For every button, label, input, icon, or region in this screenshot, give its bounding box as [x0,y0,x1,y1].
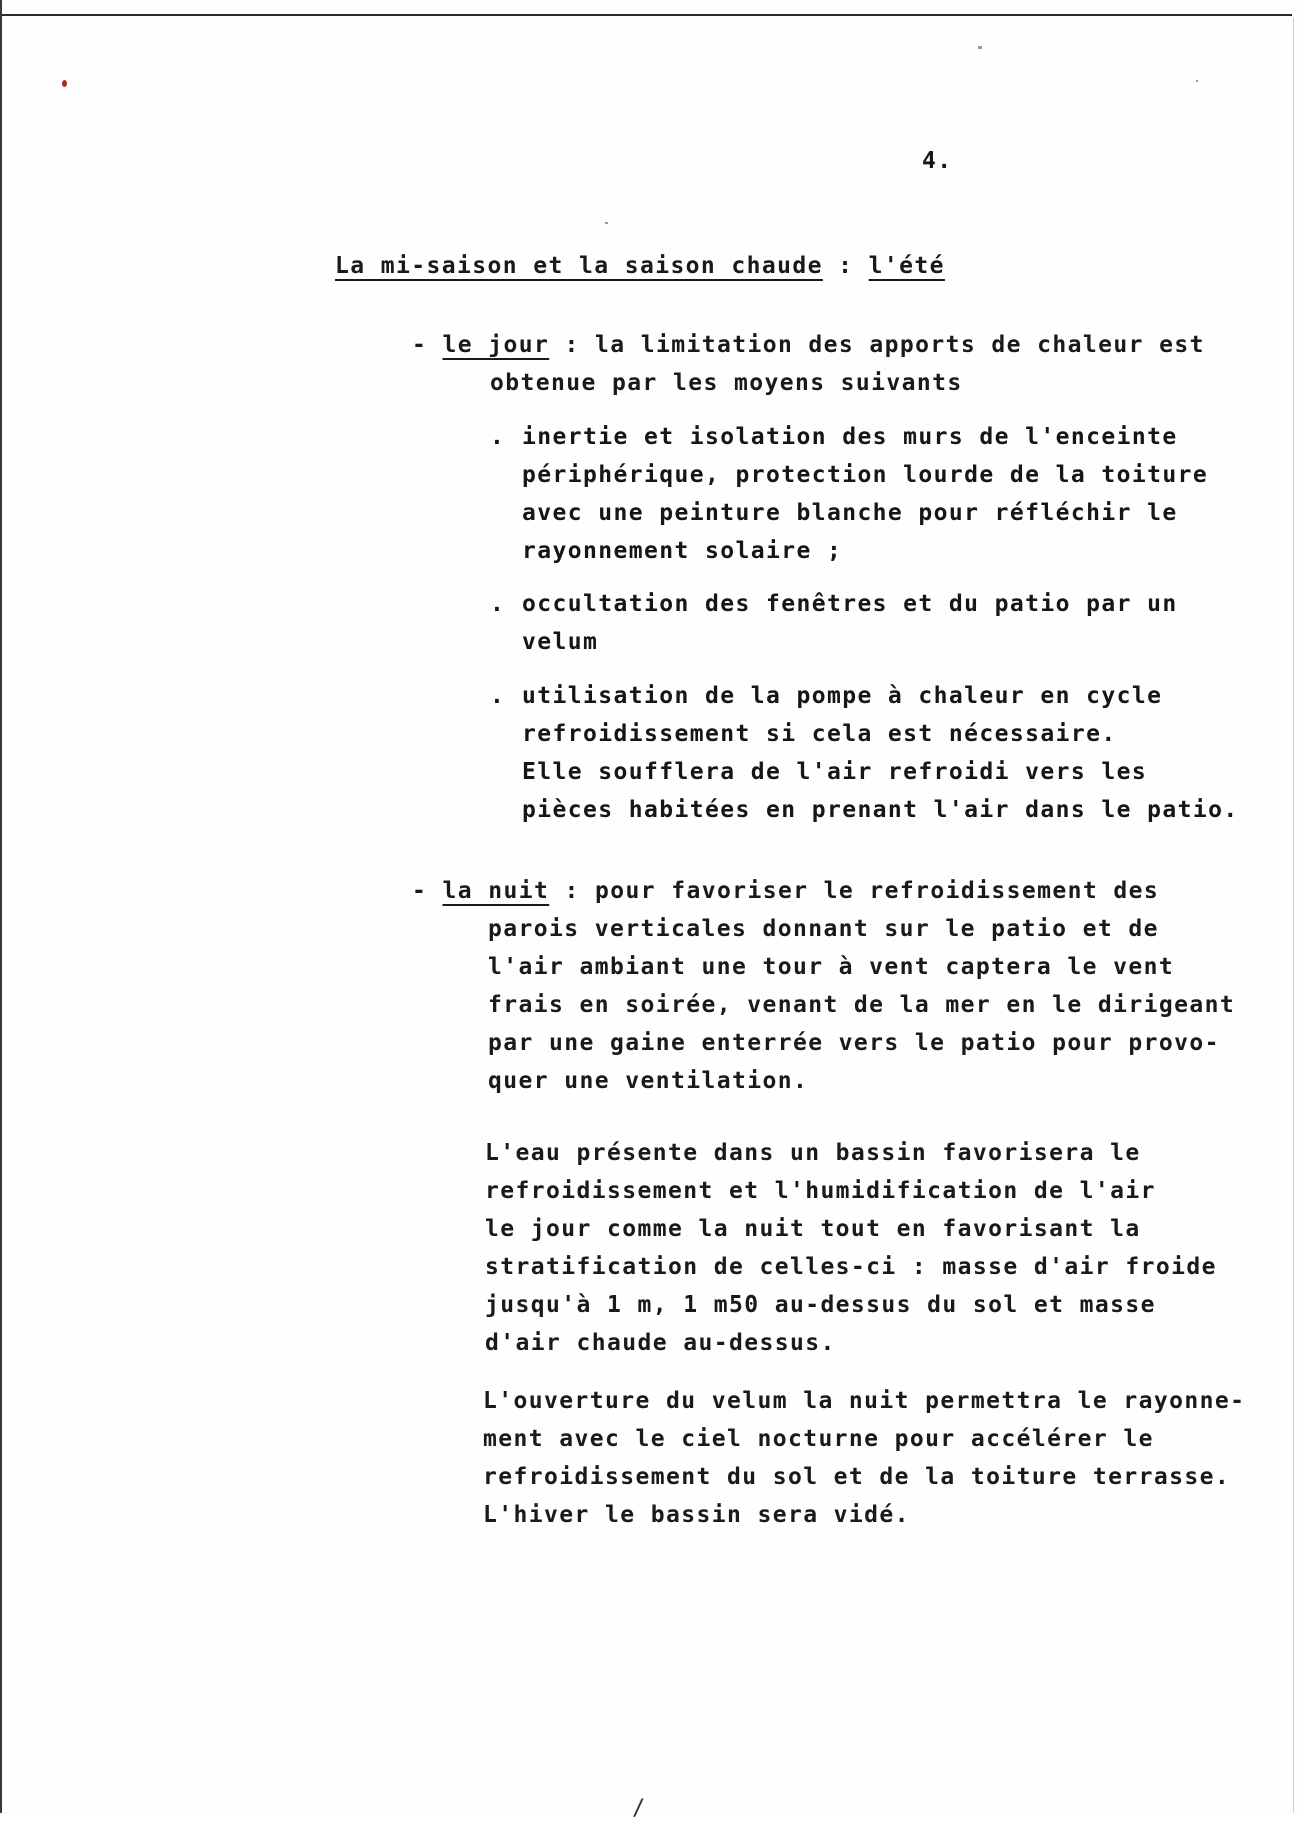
list-item-line: refroidissement si cela est nécessaire. [522,721,1117,747]
page-number: 4. [922,148,953,174]
list-item-line: périphérique, protection lourde de la toiture [522,462,1209,488]
paragraph-line: par une gaine enterrée vers le patio pour provo- [488,1030,1220,1056]
list-item-line: pièces habitées en prenant l'air dans le patio. [522,797,1239,823]
list-item-line: rayonnement solaire ; [522,538,843,564]
paragraph-water-basin [485,1134,1217,1362]
jour-intro [412,326,1205,364]
nuit-dash: - [412,878,443,904]
scan-speck [605,222,608,224]
scan-speck [1196,80,1198,82]
heading-main: La mi-saison et la saison chaude [335,253,823,279]
list-item-line: utilisation de la pompe à chaleur en cycle [522,683,1163,709]
list-item-line: avec une peinture blanche pour réfléchir le [522,500,1178,526]
nuit-paragraph [488,910,1235,1100]
paragraph-line: L'ouverture du velum la nuit permettra le rayonne- [483,1388,1246,1414]
bullet-marker: . [490,683,506,709]
paragraph-line: ment avec le ciel nocturne pour accélérer le [483,1426,1154,1452]
paragraph-line: jusqu'à 1 m, 1 m50 au-dessus du sol et masse [485,1292,1156,1318]
ink-spot [62,80,67,87]
paragraph-line: refroidissement et l'humidification de l'air [485,1178,1156,1204]
page-left-edge [0,0,2,1813]
list-item-line: occultation des fenêtres et du patio par un [522,591,1178,617]
footer-mark: / [632,1796,646,1821]
paragraph-line: frais en soirée, venant de la mer en le dirigeant [488,992,1236,1018]
list-item-line: inertie et isolation des murs de l'enceinte [522,424,1178,450]
paragraph-line: d'air chaude au-dessus. [485,1330,836,1356]
list-item-line: velum [522,629,599,655]
jour-intro-continued: obtenue par les moyens suivants [490,370,963,396]
list-item-line: Elle soufflera de l'air refroidi vers les [522,759,1148,785]
paragraph-line: stratification de celles-ci : masse d'air froide [485,1254,1217,1280]
heading-separator: : [822,253,869,279]
page-top-edge [0,14,1292,16]
heading-season: l'été [868,253,945,279]
page-right-edge [1293,18,1294,1813]
paragraph-line: refroidissement du sol et de la toiture terrasse. [483,1464,1231,1490]
jour-intro-text: : la limitation des apports de chaleur est [549,332,1205,358]
jour-dash: - [412,332,443,358]
scan-speck [978,46,982,49]
paragraph-line: parois verticales donnant sur le patio et de [488,916,1159,942]
jour-label: le jour [442,332,550,358]
paragraph-line: l'air ambiant une tour à vent captera le vent [488,954,1175,980]
paragraph-line: quer une ventilation. [488,1068,809,1094]
section-heading [335,247,945,285]
paragraph-line: L'hiver le bassin sera vidé. [483,1502,910,1528]
paragraph-line: L'eau présente dans un bassin favorisera le [485,1140,1141,1166]
nuit-label: la nuit [442,878,550,904]
paragraph-velum-opening [483,1382,1245,1534]
nuit-intro-text: : pour favoriser le refroidissement des [549,878,1160,904]
bullet-marker: . [490,424,506,450]
paragraph-line: le jour comme la nuit tout en favorisant la [485,1216,1141,1242]
bullet-marker: . [490,591,506,617]
nuit-intro [412,872,1159,910]
